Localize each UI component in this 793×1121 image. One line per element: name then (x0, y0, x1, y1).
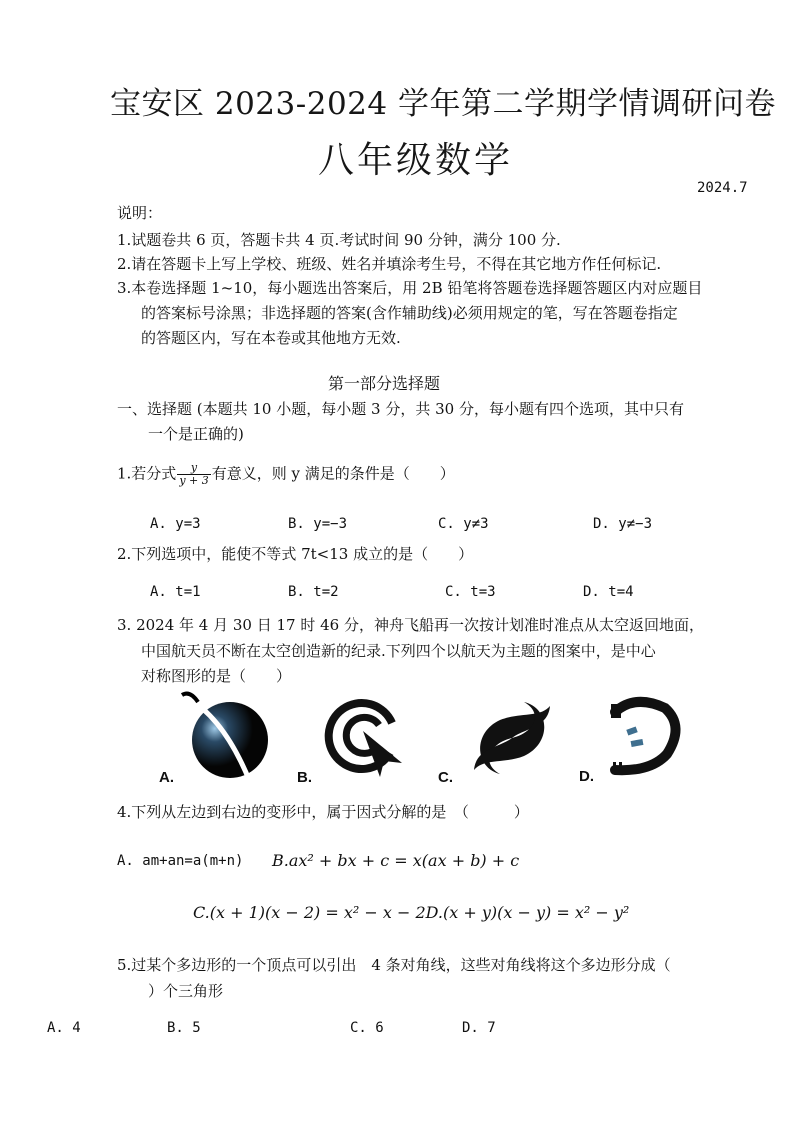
q1-option-d: D. y≠−3 (593, 516, 653, 532)
q2-option-b: B. t=2 (288, 584, 339, 600)
instruction-item: 的答案标号涂黑；非选择题的答案(含作辅助线)必须用规定的笔，写在答题卷指定 (141, 304, 678, 322)
q2-option-c: C. t=3 (445, 584, 496, 600)
exam-title: 宝安区 2023-2024 学年第二学期学情调研问卷 (110, 86, 776, 122)
instruction-item: 3.本卷选择题 1~10，每小题选出答案后，用 2B 铅笔将答题卷选择题答题区内对应题目 (117, 279, 703, 297)
instruction-item: 1.试题卷共 6 页，答题卡共 4 页.考试时间 90 分钟，满分 100 分. (117, 231, 561, 249)
question-3-line3: 对称图形的是（ ） (141, 667, 292, 685)
question-3-line2: 中国航天员不断在太空创造新的纪录.下列四个以航天为主题的图案中，是中心 (141, 642, 656, 660)
exam-date: 2024.7 (697, 180, 748, 196)
figure-c-label: C. (438, 769, 453, 786)
instructions-heading: 说明： (117, 204, 163, 222)
q2-option-a: A. t=1 (150, 584, 201, 600)
section-intro: 一、选择题 (本题共 10 小题，每小题 3 分，共 30 分，每小题有四个选项，其中只有 (117, 400, 684, 418)
q1-option-a: A. y=3 (150, 516, 201, 532)
figure-c-swirl-icon (470, 698, 555, 778)
figure-d-label: D. (579, 768, 594, 785)
q1-option-c: C. y≠3 (438, 516, 489, 532)
q5-option-d: D. 7 (462, 1020, 496, 1036)
question-4-stem: 4.下列从左边到右边的变形中，属于因式分解的是 （ ） (117, 803, 529, 821)
q5-option-a: A. 4 (47, 1020, 81, 1036)
question-5-line2: ）个三角形 (148, 982, 224, 1000)
figure-a-label: A. (159, 769, 174, 786)
q4-option-a: A. am+an=a(m+n) (117, 853, 244, 869)
q1-frac-denominator: y + 3 (179, 474, 209, 487)
section-intro-cont: 一个是正确的) (148, 425, 244, 443)
figure-b-label: B. (297, 769, 312, 786)
question-3-line1: 3. 2024 年 4 月 30 日 17 时 46 分，神舟飞船再一次按计划准时准点从太空返回地面， (117, 616, 704, 634)
instruction-item: 的答题区内，写在本卷或其他地方无效. (141, 329, 401, 347)
q5-option-c: C. 6 (350, 1020, 384, 1036)
q1-option-b: B. y=−3 (288, 516, 348, 532)
figure-d-rocket-icon (605, 696, 685, 781)
q1-fraction (177, 462, 210, 487)
part1-heading: 第一部分选择题 (328, 374, 441, 393)
figure-b-target-icon (320, 695, 410, 780)
exam-subtitle: 八年级数学 (318, 140, 514, 181)
instruction-item: 2.请在答题卡上写上学校、班级、姓名并填涂考生号，不得在其它地方作任何标记. (117, 255, 662, 273)
question-5-line1: 5.过某个多边形的一个顶点可以引出 4 条对角线，这些对角线将这个多边形分成（ (117, 956, 671, 974)
q4-option-b: B.ax² + bx + c = x(ax + b) + c (272, 851, 520, 870)
q1-frac-numerator: y (190, 461, 198, 474)
q2-option-d: D. t=4 (583, 584, 634, 600)
figure-a-planet-icon (180, 690, 280, 785)
q1-suffix: 有意义，则 y 满足的条件是（ ） (211, 464, 455, 483)
q5-option-b: B. 5 (167, 1020, 201, 1036)
q4-option-cd: C.(x + 1)(x − 2) = x² − x − 2D.(x + y)(x − y) = x² − y² (193, 903, 630, 922)
question-2-stem: 2.下列选项中，能使不等式 7t<13 成立的是（ ） (117, 545, 474, 563)
q1-prefix: 1.若分式 (117, 464, 177, 483)
question-1-stem (117, 462, 455, 487)
